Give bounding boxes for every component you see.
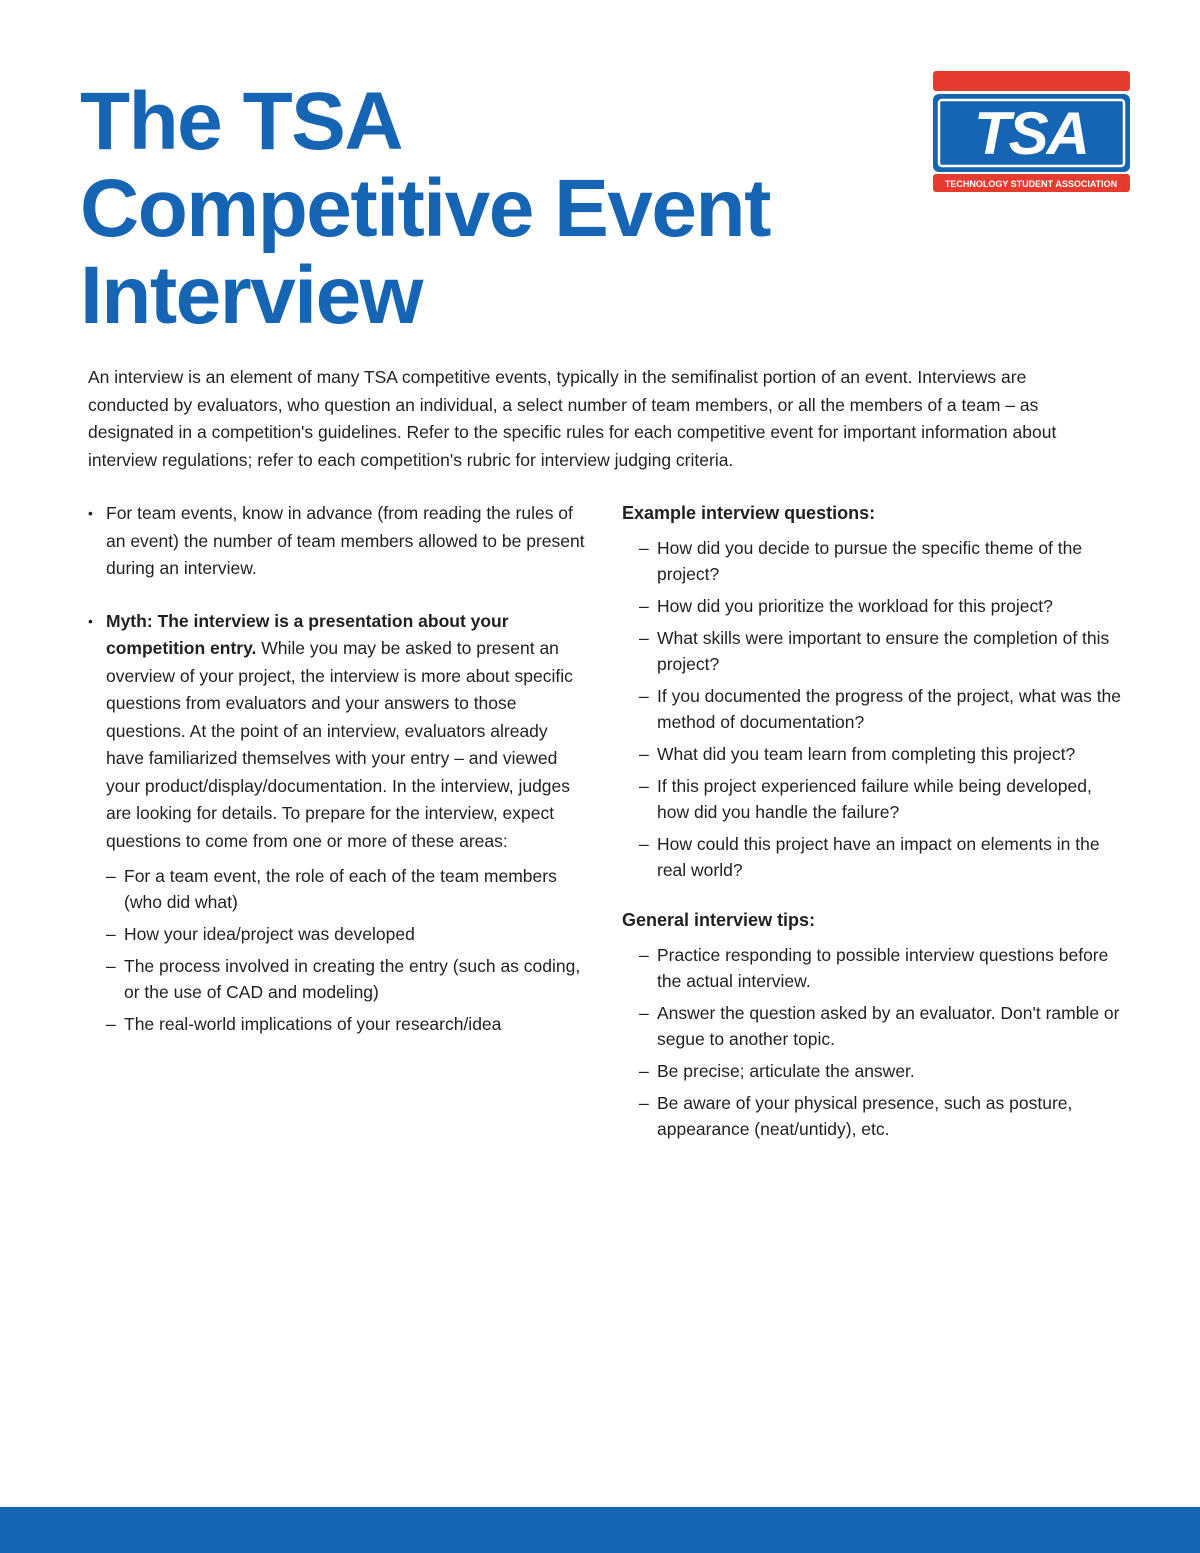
logo-tagline: TECHNOLOGY STUDENT ASSOCIATION [944,179,1118,189]
list-item: – If you documented the progress of the project, what was the method of documentation? [639,683,1122,735]
list-item: – Be precise; articulate the answer. [639,1058,1122,1084]
question-areas-list [88,863,588,1037]
intro-paragraph: An interview is an element of many TSA competitive events, typically in the semifinalist portion of an event. Interviews are conducted by evaluators, who question an individual, a select number of team members, or all the members of a team – as designated in a competition's guidelines. Refer to the specific rules for each competitive event for important information about interview regulations; refer to each competition's rubric for interview judging criteria. [88,367,1057,470]
title-line-3: Interview [80,250,422,341]
left-column [88,500,588,1043]
list-item: – How could this project have an impact on elements in the real world? [639,831,1122,883]
list-item: – Practice responding to possible interview questions before the actual interview. [639,942,1122,994]
list-item: – For a team event, the role of each of the team members (who did what) [106,863,588,915]
tips-heading: General interview tips: [622,910,816,930]
title-line-2: Competitive Event [80,163,770,254]
page-title [80,78,770,339]
list-item: – How did you decide to pursue the specific theme of the project? [639,535,1122,587]
team-events-bullet: • For team events, know in advance (from reading the rules of an event) the number of team members allowed to be present during an interview. [88,500,588,583]
questions-heading: Example interview questions: [622,503,876,523]
myth-statement: Myth: The interview is a presentation about your competition entry. [106,610,509,658]
footer-bar [0,1507,1200,1553]
list-item: – What did you team learn from completing this project? [639,741,1122,767]
right-column [622,500,1122,1148]
list-item: – The process involved in creating the entry (such as coding, or the use of CAD and modeling) [106,953,588,1005]
list-item: – What skills were important to ensure the completion of this project? [639,625,1122,677]
list-item: – How did you prioritize the workload for this project? [639,593,1122,619]
interview-tips-list [622,942,1122,1142]
list-item: – If this project experienced failure while being developed, how did you handle the failure? [639,773,1122,825]
myth-explanation: While you may be asked to present an overview of your project, the interview is more about specific questions from evaluators and your answers to those questions. At the point of an interview, evaluators already have familiarized themselves with your entry – and viewed your product/display/documentation. In the interview, judges are looking for details. To prepare for the interview, expect questions to come from one or more of these areas: [106,638,573,851]
list-item: – Answer the question asked by an evaluator. Don't ramble or segue to another topic. [639,1000,1122,1052]
title-line-1: The TSA [80,76,403,167]
logo-red-band [933,71,1130,91]
list-item: – How your idea/project was developed [106,921,588,947]
example-questions-list [622,535,1122,883]
list-item: – Be aware of your physical presence, such as posture, appearance (neat/untidy), etc. [639,1090,1122,1142]
tsa-logo [930,70,1132,196]
logo-letters: TSA [974,100,1088,167]
myth-bullet [88,608,588,856]
list-item: – The real-world implications of your research/idea [106,1011,588,1037]
